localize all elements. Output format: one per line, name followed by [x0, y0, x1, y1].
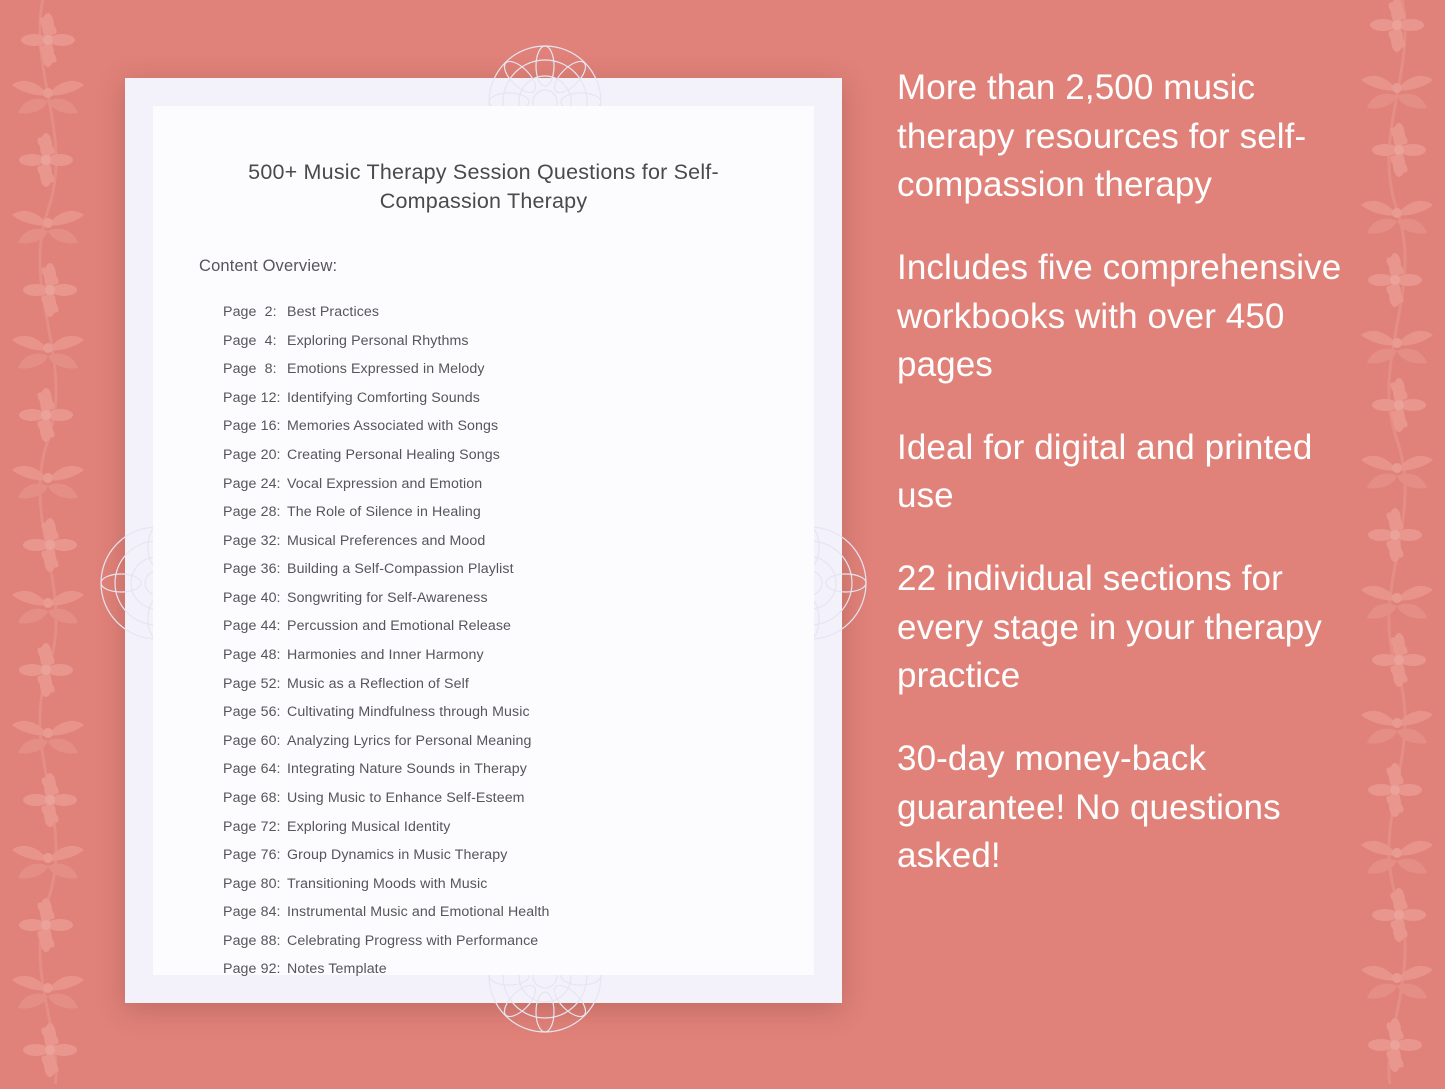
toc-entry-title: Exploring Musical Identity: [287, 818, 451, 835]
toc-entry-title: Identifying Comforting Sounds: [287, 389, 480, 406]
toc-entry[interactable]: [223, 527, 814, 556]
toc-entry-title: Vocal Expression and Emotion: [287, 475, 483, 492]
toc-entry[interactable]: [223, 698, 814, 727]
toc-entry-title: Memories Associated with Songs: [287, 418, 499, 435]
toc-entry[interactable]: [223, 869, 814, 898]
toc-entry[interactable]: [223, 612, 814, 641]
toc-entry-title: Analyzing Lyrics for Personal Meaning: [287, 732, 532, 749]
toc-entry-page: Page 24:: [223, 475, 281, 492]
paper-outer-frame: [125, 78, 842, 1003]
toc-entry[interactable]: [223, 727, 814, 756]
marketing-bullet: Includes five comprehensive workbooks with over 450 pages: [897, 247, 1342, 385]
toc-entry[interactable]: [223, 669, 814, 698]
toc-entry-page: Page 84:: [223, 904, 281, 921]
toc-entry[interactable]: [223, 384, 814, 413]
toc-entry[interactable]: [223, 584, 814, 613]
toc-entry-page: Page 2:: [223, 304, 277, 321]
toc-entry[interactable]: [223, 755, 814, 784]
toc-entry[interactable]: [223, 469, 814, 498]
toc-entry-title: Harmonies and Inner Harmony: [287, 647, 484, 664]
toc-entry-page: Page 48:: [223, 647, 281, 664]
toc-entry-page: Page 36:: [223, 561, 281, 578]
toc-entry[interactable]: [223, 555, 814, 584]
toc-entry-page: Page 44:: [223, 618, 281, 635]
toc-entry[interactable]: [223, 641, 814, 670]
marketing-bullet: 30-day money-back guarantee! No questions asked!: [897, 739, 1281, 876]
toc-entry[interactable]: [223, 812, 814, 841]
toc-entry-page: Page 4:: [223, 332, 277, 349]
toc-entry-page: Page 32:: [223, 532, 281, 549]
toc-entry-title: Songwriting for Self-Awareness: [287, 589, 488, 606]
marketing-bullets: [897, 64, 1367, 881]
toc-entry[interactable]: [223, 927, 814, 956]
document-page: [153, 106, 814, 978]
toc-entry-title: Integrating Nature Sounds in Therapy: [287, 761, 527, 778]
toc-entry-title: Group Dynamics in Music Therapy: [287, 847, 508, 864]
toc-entry[interactable]: [223, 841, 814, 870]
toc-entry[interactable]: [223, 898, 814, 927]
content-overview-label: Content Overview:: [199, 256, 338, 275]
toc-entry-page: Page 80:: [223, 875, 281, 892]
toc-entry-page: Page 88:: [223, 932, 281, 949]
toc-entry-title: Exploring Personal Rhythms: [287, 332, 469, 349]
toc-entry-page: Page 56:: [223, 704, 281, 721]
toc-entry-title: Instrumental Music and Emotional Health: [287, 904, 550, 921]
marketing-bullet: 22 individual sections for every stage in your therapy practice: [897, 559, 1322, 696]
table-of-contents: [223, 298, 814, 984]
toc-entry-page: Page 16:: [223, 418, 281, 435]
toc-entry[interactable]: [223, 298, 814, 327]
toc-entry[interactable]: [223, 955, 814, 984]
document-title: 500+ Music Therapy Session Questions for Self-Compassion Therapy: [248, 160, 719, 214]
toc-entry-title: Transitioning Moods with Music: [287, 875, 488, 892]
toc-entry-page: Page 72:: [223, 818, 281, 835]
toc-entry-title: Emotions Expressed in Melody: [287, 361, 485, 378]
toc-entry-title: The Role of Silence in Healing: [287, 504, 481, 521]
toc-entry-title: Using Music to Enhance Self-Esteem: [287, 789, 525, 806]
marketing-bullet: Ideal for digital and printed use: [897, 427, 1313, 516]
toc-entry-title: Cultivating Mindfulness through Music: [287, 704, 530, 721]
toc-entry[interactable]: [223, 498, 814, 527]
toc-entry-page: Page 12:: [223, 389, 281, 406]
toc-entry-page: Page 76:: [223, 847, 281, 864]
marketing-bullet: More than 2,500 music therapy resources for self-compassion therapy: [897, 68, 1307, 205]
toc-entry-title: Percussion and Emotional Release: [287, 618, 512, 635]
toc-entry-page: Page 64:: [223, 761, 281, 778]
document-mockup: [125, 78, 842, 1003]
toc-entry-page: Page 68:: [223, 789, 281, 806]
toc-entry-page: Page 52:: [223, 675, 281, 692]
toc-entry-title: Building a Self-Compassion Playlist: [287, 561, 514, 578]
toc-entry[interactable]: [223, 355, 814, 384]
toc-entry-page: Page 8:: [223, 361, 277, 378]
toc-entry-page: Page 92:: [223, 961, 281, 978]
toc-entry-title: Music as a Reflection of Self: [287, 675, 469, 692]
toc-entry[interactable]: [223, 784, 814, 813]
toc-entry-page: Page 28:: [223, 504, 281, 521]
toc-entry-page: Page 60:: [223, 732, 281, 749]
toc-entry[interactable]: [223, 326, 814, 355]
toc-entry-title: Celebrating Progress with Performance: [287, 932, 539, 949]
toc-entry-title: Musical Preferences and Mood: [287, 532, 486, 549]
toc-entry-title: Best Practices: [287, 304, 380, 321]
toc-entry-page: Page 20:: [223, 446, 281, 463]
toc-entry[interactable]: [223, 441, 814, 470]
toc-entry-title: Creating Personal Healing Songs: [287, 446, 500, 463]
toc-entry-page: Page 40:: [223, 589, 281, 606]
toc-entry[interactable]: [223, 412, 814, 441]
toc-entry-title: Notes Template: [287, 961, 387, 978]
